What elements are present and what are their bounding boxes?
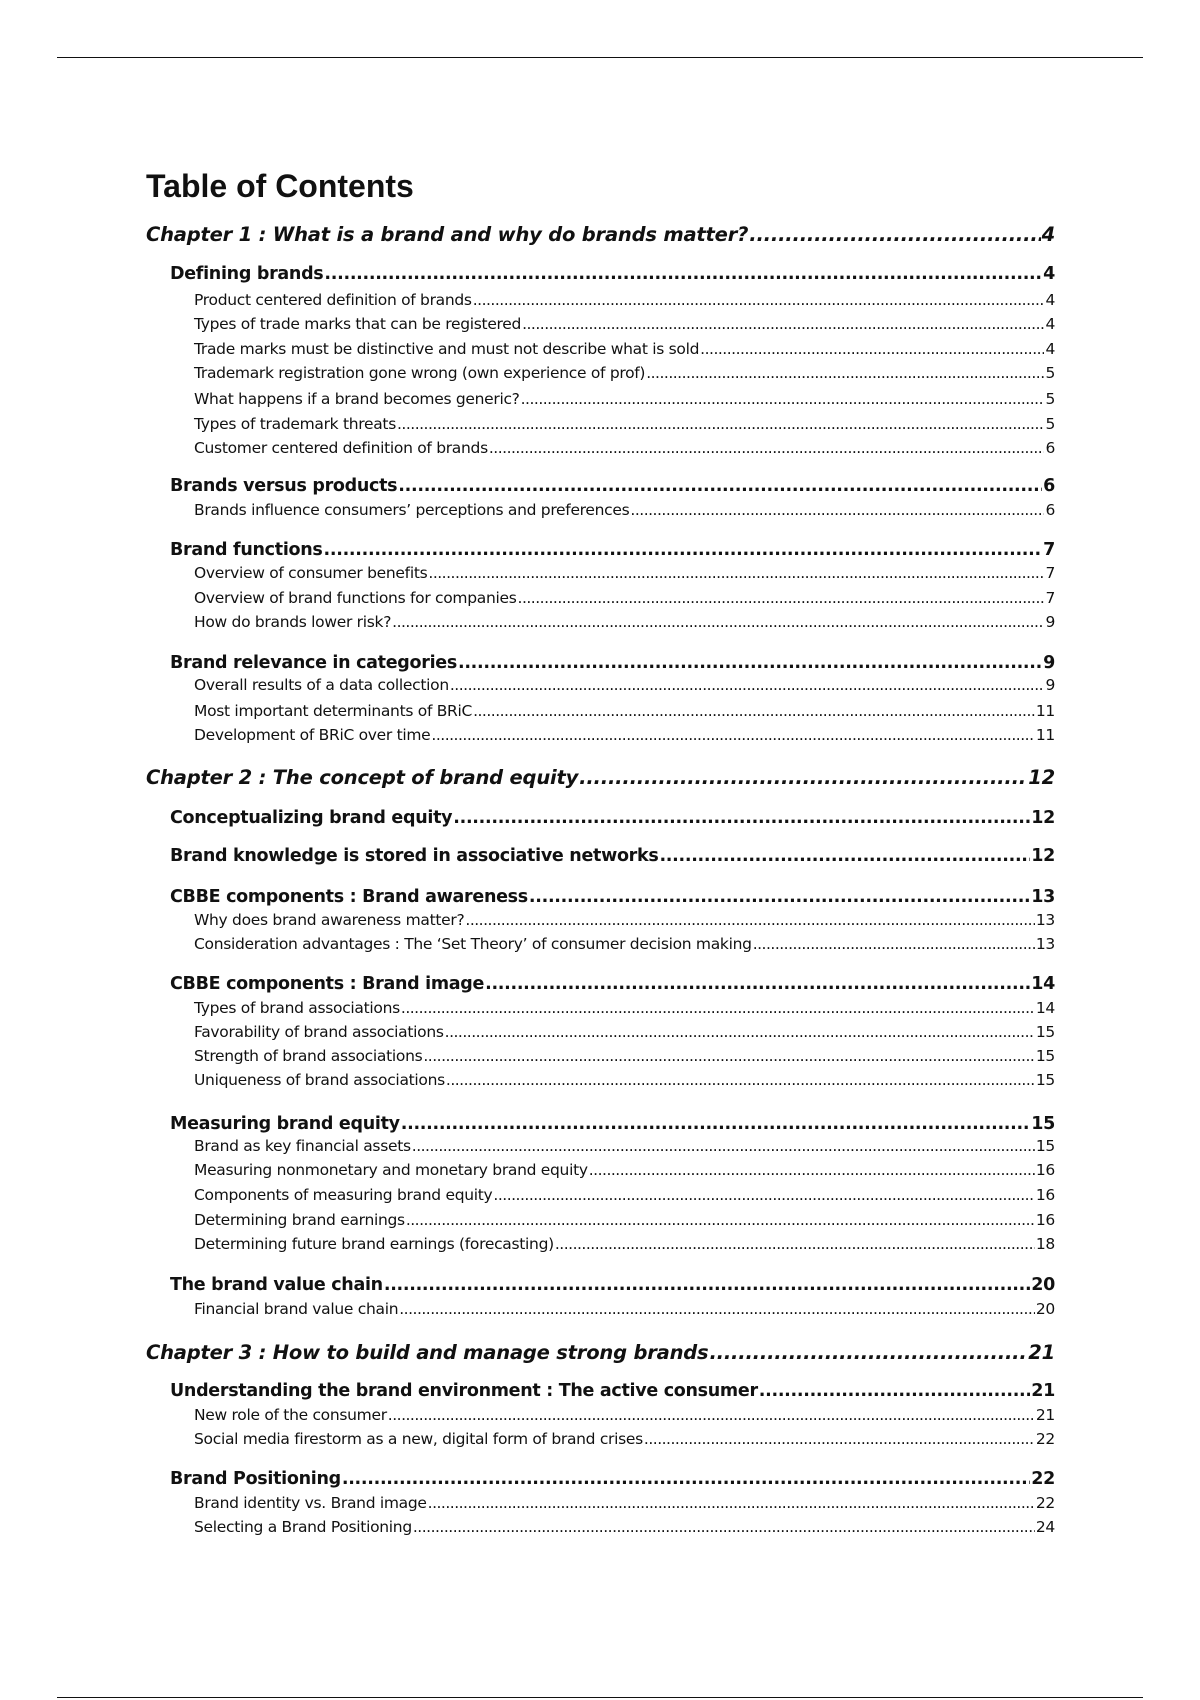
toc-page-number: 4 bbox=[1045, 291, 1055, 309]
toc-subsection[interactable] bbox=[194, 1070, 1055, 1091]
toc-entry-label: Brand knowledge is stored in associative networks bbox=[170, 846, 659, 866]
footer-rule bbox=[57, 1697, 1143, 1698]
toc-entry-label: How do brands lower risk? bbox=[194, 613, 392, 631]
toc-dot-leader bbox=[659, 844, 1030, 868]
toc-chapter[interactable] bbox=[146, 1340, 1055, 1366]
toc-page-number: 5 bbox=[1045, 364, 1055, 382]
toc-page-number: 6 bbox=[1045, 439, 1055, 457]
toc-dot-leader bbox=[493, 1185, 1034, 1206]
toc-dot-leader bbox=[428, 563, 1044, 584]
toc-entry-label: New role of the consumer bbox=[194, 1406, 387, 1424]
toc-page-number: 9 bbox=[1045, 613, 1055, 631]
toc-page-number: 11 bbox=[1035, 702, 1055, 720]
toc-dot-leader bbox=[428, 1493, 1035, 1514]
toc-dot-leader bbox=[485, 972, 1030, 996]
toc-subsection[interactable] bbox=[194, 1136, 1055, 1157]
toc-subsection[interactable] bbox=[194, 1517, 1055, 1538]
toc-entry-label: Consideration advantages : The ‘Set Theory’ of consumer decision making bbox=[194, 935, 752, 953]
toc-dot-leader bbox=[753, 934, 1035, 955]
toc-entry-label: Chapter 3 : How to build and manage strong brands bbox=[146, 1341, 709, 1364]
toc-entry-label: Customer centered definition of brands bbox=[194, 439, 488, 457]
toc-page-number: 6 bbox=[1043, 476, 1055, 496]
toc-entry-label: Overview of consumer benefits bbox=[194, 564, 428, 582]
toc-section[interactable] bbox=[170, 651, 1055, 675]
toc-section[interactable] bbox=[170, 972, 1055, 996]
toc-entry-label: Favorability of brand associations bbox=[194, 1023, 444, 1041]
toc-entry-label: Brands influence consumers’ perceptions and preferences bbox=[194, 501, 630, 519]
toc-entry-label: Trademark registration gone wrong (own experience of prof) bbox=[194, 364, 646, 382]
page-title: Table of Contents bbox=[146, 168, 414, 204]
toc-subsection[interactable] bbox=[194, 363, 1055, 384]
toc-entry-label: Components of measuring brand equity bbox=[194, 1186, 493, 1204]
toc-entry-label: Social media firestorm as a new, digital form of brand crises bbox=[194, 1430, 643, 1448]
toc-subsection[interactable] bbox=[194, 1046, 1055, 1067]
toc-dot-leader bbox=[579, 765, 1027, 791]
toc-subsection[interactable] bbox=[194, 612, 1055, 633]
toc-page-number: 15 bbox=[1035, 1023, 1055, 1041]
toc-dot-leader bbox=[406, 1210, 1035, 1231]
toc-entry-label: Brand Positioning bbox=[170, 1469, 341, 1489]
toc-subsection[interactable] bbox=[194, 675, 1055, 696]
toc-dot-leader bbox=[749, 222, 1040, 248]
toc-dot-leader bbox=[398, 474, 1042, 498]
toc-subsection[interactable] bbox=[194, 500, 1055, 521]
toc-page-number: 24 bbox=[1035, 1518, 1055, 1536]
toc-page-number: 4 bbox=[1041, 223, 1055, 246]
toc-entry-label: Defining brands bbox=[170, 264, 324, 284]
toc-entry-label: Overall results of a data collection bbox=[194, 676, 449, 694]
toc-entry-label: Types of trademark threats bbox=[194, 415, 396, 433]
toc-page-number: 13 bbox=[1035, 911, 1055, 929]
toc-dot-leader bbox=[644, 1429, 1035, 1450]
toc-page-number: 4 bbox=[1045, 340, 1055, 358]
toc-subsection[interactable] bbox=[194, 910, 1055, 931]
toc-dot-leader bbox=[324, 262, 1042, 286]
toc-dot-leader bbox=[700, 339, 1044, 360]
toc-entry-label: Brand identity vs. Brand image bbox=[194, 1494, 427, 1512]
toc-subsection[interactable] bbox=[194, 1210, 1055, 1231]
toc-entry-label: Chapter 2 : The concept of brand equity bbox=[146, 766, 579, 789]
toc-entry-label: Selecting a Brand Positioning bbox=[194, 1518, 412, 1536]
toc-dot-leader bbox=[522, 314, 1044, 335]
toc-dot-leader bbox=[392, 612, 1044, 633]
toc-page-number: 11 bbox=[1035, 726, 1055, 744]
toc-page-number: 21 bbox=[1031, 1381, 1055, 1401]
toc-page-number: 21 bbox=[1028, 1341, 1055, 1364]
toc-page-number: 14 bbox=[1035, 999, 1055, 1017]
toc-entry-label: Brand functions bbox=[170, 540, 323, 560]
toc-subsection[interactable] bbox=[194, 414, 1055, 435]
toc-subsection[interactable] bbox=[194, 290, 1055, 311]
toc-dot-leader bbox=[423, 1046, 1035, 1067]
toc-subsection[interactable] bbox=[194, 389, 1055, 410]
toc-entry-label: Overview of brand functions for companies bbox=[194, 589, 517, 607]
toc-entry-label: Determining future brand earnings (forecasting) bbox=[194, 1235, 554, 1253]
toc-section[interactable] bbox=[170, 885, 1055, 909]
toc-entry-label: Measuring brand equity bbox=[170, 1114, 400, 1134]
toc-section[interactable] bbox=[170, 844, 1055, 868]
toc-section[interactable] bbox=[170, 1467, 1055, 1491]
toc-page-number: 9 bbox=[1045, 676, 1055, 694]
toc-subsection[interactable] bbox=[194, 1405, 1055, 1426]
toc-page-number: 7 bbox=[1045, 564, 1055, 582]
toc-page-number: 5 bbox=[1045, 415, 1055, 433]
toc-subsection[interactable] bbox=[194, 1429, 1055, 1450]
toc-page-number: 12 bbox=[1028, 766, 1055, 789]
toc-dot-leader bbox=[589, 1160, 1035, 1181]
toc-dot-leader bbox=[401, 1112, 1030, 1136]
toc-page-number: 16 bbox=[1035, 1161, 1055, 1179]
toc-page-number: 13 bbox=[1031, 887, 1055, 907]
toc-section[interactable] bbox=[170, 806, 1055, 830]
toc-subsection[interactable] bbox=[194, 1160, 1055, 1181]
toc-entry-label: Uniqueness of brand associations bbox=[194, 1071, 445, 1089]
toc-dot-leader bbox=[646, 363, 1044, 384]
toc-dot-leader bbox=[388, 1405, 1035, 1426]
toc-entry-label: Types of brand associations bbox=[194, 999, 400, 1017]
toc-dot-leader bbox=[384, 1273, 1030, 1297]
toc-entry-label: Product centered definition of brands bbox=[194, 291, 472, 309]
toc-page-number: 20 bbox=[1031, 1275, 1055, 1295]
toc-page-number: 15 bbox=[1031, 1114, 1055, 1134]
toc-page-number: 15 bbox=[1035, 1047, 1055, 1065]
toc-chapter[interactable] bbox=[146, 222, 1055, 248]
toc-page-number: 22 bbox=[1035, 1494, 1055, 1512]
toc-dot-leader bbox=[445, 1022, 1035, 1043]
toc-entry-label: Types of trade marks that can be registered bbox=[194, 315, 522, 333]
toc-page-number: 15 bbox=[1035, 1137, 1055, 1155]
toc-subsection[interactable] bbox=[194, 339, 1055, 360]
toc-page-number: 14 bbox=[1031, 974, 1055, 994]
toc-entry-label: Chapter 1 : What is a brand and why do brands matter? bbox=[146, 223, 749, 246]
toc-chapter[interactable] bbox=[146, 765, 1055, 791]
toc-dot-leader bbox=[458, 651, 1042, 675]
toc-entry-label: Trade marks must be distinctive and must not describe what is sold bbox=[194, 340, 700, 358]
header-rule bbox=[57, 57, 1143, 58]
toc-dot-leader bbox=[397, 414, 1044, 435]
toc-dot-leader bbox=[473, 290, 1045, 311]
toc-dot-leader bbox=[489, 438, 1045, 459]
toc-subsection[interactable] bbox=[194, 1299, 1055, 1320]
toc-entry-label: Financial brand value chain bbox=[194, 1300, 399, 1318]
toc-section[interactable] bbox=[170, 538, 1055, 562]
toc-entry-label: The brand value chain bbox=[170, 1275, 383, 1295]
toc-dot-leader bbox=[412, 1136, 1035, 1157]
toc-page-number: 7 bbox=[1043, 540, 1055, 560]
toc-subsection[interactable] bbox=[194, 1185, 1055, 1206]
toc-section[interactable] bbox=[170, 1112, 1055, 1136]
toc-subsection[interactable] bbox=[194, 438, 1055, 459]
toc-page-number: 16 bbox=[1035, 1186, 1055, 1204]
toc-dot-leader bbox=[709, 1340, 1027, 1366]
toc-subsection[interactable] bbox=[194, 725, 1055, 746]
toc-subsection[interactable] bbox=[194, 588, 1055, 609]
toc-entry-label: Determining brand earnings bbox=[194, 1211, 405, 1229]
toc-dot-leader bbox=[518, 588, 1045, 609]
toc-subsection[interactable] bbox=[194, 1493, 1055, 1514]
toc-subsection[interactable] bbox=[194, 314, 1055, 335]
toc-dot-leader bbox=[465, 910, 1034, 931]
toc-section[interactable] bbox=[170, 262, 1055, 286]
toc-section[interactable] bbox=[170, 474, 1055, 498]
toc-page-number: 21 bbox=[1035, 1406, 1055, 1424]
toc-entry-label: Brand as key financial assets bbox=[194, 1137, 411, 1155]
toc-dot-leader bbox=[555, 1234, 1035, 1255]
toc-page-number: 4 bbox=[1043, 264, 1055, 284]
toc-section[interactable] bbox=[170, 1379, 1055, 1403]
toc-entry-label: CBBE components : Brand image bbox=[170, 974, 485, 994]
toc-section[interactable] bbox=[170, 1273, 1055, 1297]
toc-subsection[interactable] bbox=[194, 563, 1055, 584]
toc-dot-leader bbox=[453, 806, 1030, 830]
toc-dot-leader bbox=[399, 1299, 1035, 1320]
toc-entry-label: Brand relevance in categories bbox=[170, 653, 457, 673]
toc-dot-leader bbox=[473, 701, 1035, 722]
toc-subsection[interactable] bbox=[194, 998, 1055, 1019]
toc-dot-leader bbox=[342, 1467, 1030, 1491]
toc-page-number: 6 bbox=[1045, 501, 1055, 519]
toc-page-number: 18 bbox=[1035, 1235, 1055, 1253]
toc-subsection[interactable] bbox=[194, 701, 1055, 722]
toc-entry-label: CBBE components : Brand awareness bbox=[170, 887, 528, 907]
toc-page-number: 13 bbox=[1035, 935, 1055, 953]
toc-dot-leader bbox=[521, 389, 1045, 410]
toc-dot-leader bbox=[413, 1517, 1035, 1538]
toc-entry-label: Brands versus products bbox=[170, 476, 398, 496]
toc-entry-label: Development of BRiC over time bbox=[194, 726, 431, 744]
toc-entry-label: Why does brand awareness matter? bbox=[194, 911, 465, 929]
toc-page-number: 16 bbox=[1035, 1211, 1055, 1229]
toc-entry-label: Strength of brand associations bbox=[194, 1047, 423, 1065]
toc-subsection[interactable] bbox=[194, 1234, 1055, 1255]
toc-page-number: 7 bbox=[1045, 589, 1055, 607]
toc-entry-label: Most important determinants of BRiC bbox=[194, 702, 473, 720]
toc-page-number: 22 bbox=[1031, 1469, 1055, 1489]
toc-dot-leader bbox=[759, 1379, 1030, 1403]
toc-page-number: 9 bbox=[1043, 653, 1055, 673]
toc-page-number: 22 bbox=[1035, 1430, 1055, 1448]
toc-page-number: 15 bbox=[1035, 1071, 1055, 1089]
toc-entry-label: Conceptualizing brand equity bbox=[170, 808, 453, 828]
toc-page-number: 12 bbox=[1031, 808, 1055, 828]
toc-subsection[interactable] bbox=[194, 1022, 1055, 1043]
toc-dot-leader bbox=[446, 1070, 1035, 1091]
toc-page-number: 4 bbox=[1045, 315, 1055, 333]
toc-dot-leader bbox=[324, 538, 1043, 562]
toc-entry-label: Understanding the brand environment : The active consumer bbox=[170, 1381, 758, 1401]
toc-page-number: 12 bbox=[1031, 846, 1055, 866]
toc-dot-leader bbox=[630, 500, 1044, 521]
toc-subsection[interactable] bbox=[194, 934, 1055, 955]
toc-dot-leader bbox=[450, 675, 1045, 696]
toc-dot-leader bbox=[401, 998, 1035, 1019]
toc-page-number: 5 bbox=[1045, 390, 1055, 408]
toc-page-number: 20 bbox=[1035, 1300, 1055, 1318]
toc-dot-leader bbox=[529, 885, 1030, 909]
toc-dot-leader bbox=[431, 725, 1034, 746]
toc-entry-label: Measuring nonmonetary and monetary brand equity bbox=[194, 1161, 588, 1179]
toc-entry-label: What happens if a brand becomes generic? bbox=[194, 390, 520, 408]
